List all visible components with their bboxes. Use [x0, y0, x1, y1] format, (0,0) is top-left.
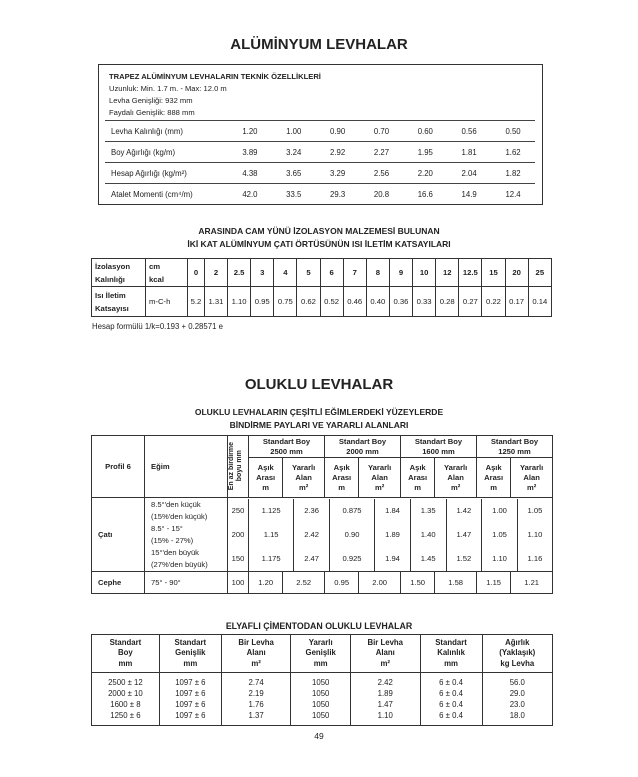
thickness-cell: 6 — [320, 259, 343, 287]
spec-value: 1.00 — [272, 121, 316, 142]
roof-value: 150 — [231, 554, 245, 563]
spec-value: 1.95 — [403, 142, 447, 163]
roof-value: 1.16 — [517, 547, 552, 571]
cement-value: 2500 ± 12 — [92, 673, 160, 689]
coef-cell: 0.40 — [366, 287, 389, 317]
thickness-cell: 25 — [528, 259, 551, 287]
thickness-cell: 10 — [413, 259, 436, 287]
facade-value: 1.21 — [511, 572, 553, 594]
roof-row — [228, 523, 552, 547]
coef-cell: 0.75 — [274, 287, 297, 317]
formula-note: Hesap formülü 1/k=0.193 + 0.28571 e — [92, 322, 223, 331]
cement-row — [92, 688, 553, 699]
spec-value: 0.60 — [403, 121, 447, 142]
spec-value: 2.04 — [447, 163, 491, 184]
thickness-cell: 20 — [505, 259, 528, 287]
spec-value: 2.20 — [403, 163, 447, 184]
specs-row — [105, 184, 535, 205]
spec-value: 3.89 — [228, 142, 272, 163]
spec-value: 2.56 — [360, 163, 404, 184]
thickness-cell: 7 — [343, 259, 366, 287]
cement-value: 1097 ± 6 — [159, 688, 221, 699]
spec-value: 1.81 — [447, 142, 491, 163]
cement-value: 1.10 — [351, 710, 421, 726]
group-header: Standart Boy 1600 mm — [400, 436, 476, 458]
spec-value: 2.92 — [316, 142, 360, 163]
row-unit: cm kcal — [146, 259, 188, 287]
roof-value: 0.90 — [329, 523, 374, 547]
roof-value: 1.10 — [482, 547, 518, 571]
specs-row — [105, 163, 535, 184]
spec-value: 12.4 — [491, 184, 535, 205]
spec-value: 1.62 — [491, 142, 535, 163]
group-header: Standart Boy 1250 mm — [476, 436, 552, 458]
spec-label: Hesap Ağırlığı (kg/m²) — [105, 163, 228, 184]
purlin-spacing-header: Aşık Arası m — [400, 458, 434, 498]
cement-value: 6 ± 0.4 — [420, 673, 482, 689]
specs-row — [105, 121, 535, 142]
row-unit: m-C-h — [146, 287, 188, 317]
thickness-cell: 3 — [251, 259, 274, 287]
cement-value: 1.89 — [351, 688, 421, 699]
cement-header: Ağırlık (Yaklaşık) kg Levha — [482, 635, 552, 673]
facade-value: 1.58 — [435, 572, 477, 594]
roof-value: 1.10 — [517, 523, 552, 547]
section-title-aluminyum: ALÜMİNYUM LEVHALAR — [230, 36, 408, 53]
roof-value: 1.15 — [249, 523, 294, 547]
roof-value: 2.36 — [294, 499, 330, 523]
coef-cell: 1.10 — [228, 287, 251, 317]
coef-cell: 0.46 — [343, 287, 366, 317]
group-header: Standart Boy 2500 mm — [249, 436, 325, 458]
thickness-cell: 0 — [188, 259, 205, 287]
roof-value: 1.89 — [375, 523, 411, 547]
cement-header: Bir Levha Alanı m² — [351, 635, 421, 673]
spec-line: Faydalı Genişlik: 888 mm — [109, 108, 195, 117]
roof-value: 250 — [231, 506, 245, 515]
roof-value: 1.05 — [517, 499, 552, 523]
coef-cell: 1.31 — [204, 287, 227, 317]
roof-slopes: 8.5°'den küçük (15%'den küçük) 8.5° - 15° (15% - 27%) 15°'den büyük (27%'den büyük) — [145, 498, 228, 572]
overlap-title-line1: OLUKLU LEVHALARIN ÇEŞİTLİ EĞİMLERDEKİ YÜZEYLERDE — [194, 407, 444, 417]
facade-value: 1.20 — [249, 572, 283, 594]
cement-value: 1250 ± 6 — [92, 710, 160, 726]
thickness-cell: 12.5 — [459, 259, 482, 287]
cement-value: 1.47 — [351, 699, 421, 710]
section-title-oluklu: OLUKLU LEVHALAR — [244, 376, 394, 393]
coef-cell: 0.52 — [320, 287, 343, 317]
purlin-spacing-header: Aşık Arası m — [249, 458, 283, 498]
spec-value: 2.27 — [360, 142, 404, 163]
cement-value: 2.42 — [351, 673, 421, 689]
spec-value: 0.70 — [360, 121, 404, 142]
thickness-cell: 5 — [297, 259, 320, 287]
cement-value: 1050 — [291, 673, 351, 689]
roof-value: 1.175 — [249, 547, 294, 571]
specs-row — [105, 142, 535, 163]
cement-header: Standart Boy mm — [92, 635, 160, 673]
thickness-cell: 8 — [366, 259, 389, 287]
useful-area-header: Yararlı Alan m² — [283, 458, 325, 498]
roof-values — [228, 498, 553, 572]
row-label-thickness: İzolasyon Kalınlığı — [92, 259, 146, 287]
specs-box — [98, 64, 543, 205]
cement-value: 1600 ± 8 — [92, 699, 160, 710]
roof-value: 200 — [231, 530, 245, 539]
roof-value: 1.94 — [375, 547, 411, 571]
spec-value: 16.6 — [403, 184, 447, 205]
roof-value: 0.925 — [329, 547, 374, 571]
thickness-cell: 4 — [274, 259, 297, 287]
thickness-cell: 2.5 — [228, 259, 251, 287]
thickness-cell: 15 — [482, 259, 505, 287]
spec-value: 0.50 — [491, 121, 535, 142]
spec-value: 1.20 — [228, 121, 272, 142]
cement-value: 2000 ± 10 — [92, 688, 160, 699]
spec-value: 29.3 — [316, 184, 360, 205]
cement-row — [92, 673, 553, 689]
roof-value: 1.00 — [482, 499, 518, 523]
coef-cell: 0.22 — [482, 287, 505, 317]
useful-area-header: Yararlı Alan m² — [511, 458, 553, 498]
cement-row — [92, 710, 553, 726]
row-label-coefficient: Isı İletim Katsayısı — [92, 287, 146, 317]
coef-cell: 0.62 — [297, 287, 320, 317]
cement-header: Yararlı Genişlik mm — [291, 635, 351, 673]
cement-value: 6 ± 0.4 — [420, 699, 482, 710]
roof-label: Çatı — [92, 498, 145, 572]
cement-value: 6 ± 0.4 — [420, 688, 482, 699]
cement-value: 1050 — [291, 710, 351, 726]
cement-value: 1097 ± 6 — [159, 710, 221, 726]
roof-value: 1.47 — [446, 523, 482, 547]
thickness-cell: 9 — [389, 259, 412, 287]
cement-value: 6 ± 0.4 — [420, 710, 482, 726]
cement-value: 2.74 — [221, 673, 291, 689]
spec-line: Uzunluk: Min. 1.7 m. - Max: 12.0 m — [109, 84, 227, 93]
coef-cell: 0.27 — [459, 287, 482, 317]
thickness-cell: 2 — [204, 259, 227, 287]
insulation-table — [91, 258, 552, 317]
spec-value: 42.0 — [228, 184, 272, 205]
roof-row — [228, 499, 552, 523]
spec-value: 33.5 — [272, 184, 316, 205]
overlap-length-header: En az birdirme boyu mm — [228, 436, 249, 498]
useful-area-header: Yararlı Alan m² — [435, 458, 477, 498]
roof-value: 1.125 — [249, 499, 294, 523]
profile-header: Profil 6 — [92, 436, 145, 498]
cement-value: 1.76 — [221, 699, 291, 710]
cement-header: Standart Kalınlık mm — [420, 635, 482, 673]
cement-value: 29.0 — [482, 688, 552, 699]
cement-header: Standart Genişlik mm — [159, 635, 221, 673]
purlin-spacing-header: Aşık Arası m — [324, 458, 358, 498]
cement-value: 23.0 — [482, 699, 552, 710]
roof-value: 2.42 — [294, 523, 330, 547]
cement-header: Bir Levha Alanı m² — [221, 635, 291, 673]
roof-value: 2.47 — [294, 547, 330, 571]
cement-value: 18.0 — [482, 710, 552, 726]
spec-value: 0.90 — [316, 121, 360, 142]
spec-value: 3.65 — [272, 163, 316, 184]
spec-label: Boy Ağırlığı (kg/m) — [105, 142, 228, 163]
roof-value: 0.875 — [329, 499, 374, 523]
roof-value: 1.45 — [410, 547, 446, 571]
cement-value: 1050 — [291, 699, 351, 710]
purlin-spacing-header: Aşık Arası m — [476, 458, 510, 498]
spec-value: 3.29 — [316, 163, 360, 184]
coef-cell: 0.28 — [436, 287, 459, 317]
coef-cell: 5.2 — [188, 287, 205, 317]
spec-value: 14.9 — [447, 184, 491, 205]
slope-header: Eğim — [145, 436, 228, 498]
spec-line: Levha Genişliği: 932 mm — [109, 96, 193, 105]
useful-area-header: Yararlı Alan m² — [359, 458, 401, 498]
cement-title: ELYAFLI ÇİMENTODAN OLUKLU LEVHALAR — [225, 621, 413, 631]
roof-value: 1.35 — [410, 499, 446, 523]
spec-value: 0.56 — [447, 121, 491, 142]
page-number: 49 — [314, 731, 324, 741]
facade-label: Cephe — [92, 572, 145, 594]
spec-value: 1.82 — [491, 163, 535, 184]
cement-row — [92, 699, 553, 710]
roof-value: 1.40 — [410, 523, 446, 547]
facade-value: 100 — [228, 572, 249, 594]
overlap-title-line2: BİNDİRME PAYLARI VE YARARLI ALANLARI — [229, 420, 409, 430]
cement-value: 1097 ± 6 — [159, 699, 221, 710]
facade-value: 1.50 — [400, 572, 434, 594]
coef-cell: 0.17 — [505, 287, 528, 317]
facade-value: 1.15 — [476, 572, 510, 594]
roof-value: 1.52 — [446, 547, 482, 571]
cement-value: 1097 ± 6 — [159, 673, 221, 689]
facade-value: 2.00 — [359, 572, 401, 594]
spec-value: 3.24 — [272, 142, 316, 163]
coef-cell: 0.14 — [528, 287, 551, 317]
cement-value: 2.19 — [221, 688, 291, 699]
cement-value: 1.37 — [221, 710, 291, 726]
roof-row — [228, 547, 552, 571]
spec-label: Levha Kalınlığı (mm) — [105, 121, 228, 142]
group-header: Standart Boy 2000 mm — [324, 436, 400, 458]
specs-table — [105, 120, 535, 204]
spec-value: 4.38 — [228, 163, 272, 184]
cement-table — [91, 634, 553, 726]
coef-cell: 0.95 — [251, 287, 274, 317]
facade-slope: 75° - 90° — [145, 572, 228, 594]
insulation-title-line1: ARASINDA CAM YÜNÜ İZOLASYON MALZEMESİ BULUNAN — [198, 226, 440, 236]
insulation-title-line2: İKİ KAT ALÜMİNYUM ÇATI ÖRTÜSÜNÜN ISI İLETİM KATSAYILARI — [187, 239, 451, 249]
facade-value: 0.95 — [324, 572, 358, 594]
spec-value: 20.8 — [360, 184, 404, 205]
facade-value: 2.52 — [283, 572, 325, 594]
roof-value: 1.84 — [375, 499, 411, 523]
specs-box-title: TRAPEZ ALÜMİNYUM LEVHALARIN TEKNİK ÖZELLİKLERİ — [109, 72, 321, 81]
coef-cell: 0.33 — [413, 287, 436, 317]
overlap-table — [91, 435, 553, 594]
cement-value: 1050 — [291, 688, 351, 699]
roof-value: 1.42 — [446, 499, 482, 523]
coef-cell: 0.36 — [389, 287, 412, 317]
spec-label: Atalet Momenti (cm⁴/m) — [105, 184, 228, 205]
thickness-cell: 12 — [436, 259, 459, 287]
roof-value: 1.05 — [482, 523, 518, 547]
cement-value: 56.0 — [482, 673, 552, 689]
